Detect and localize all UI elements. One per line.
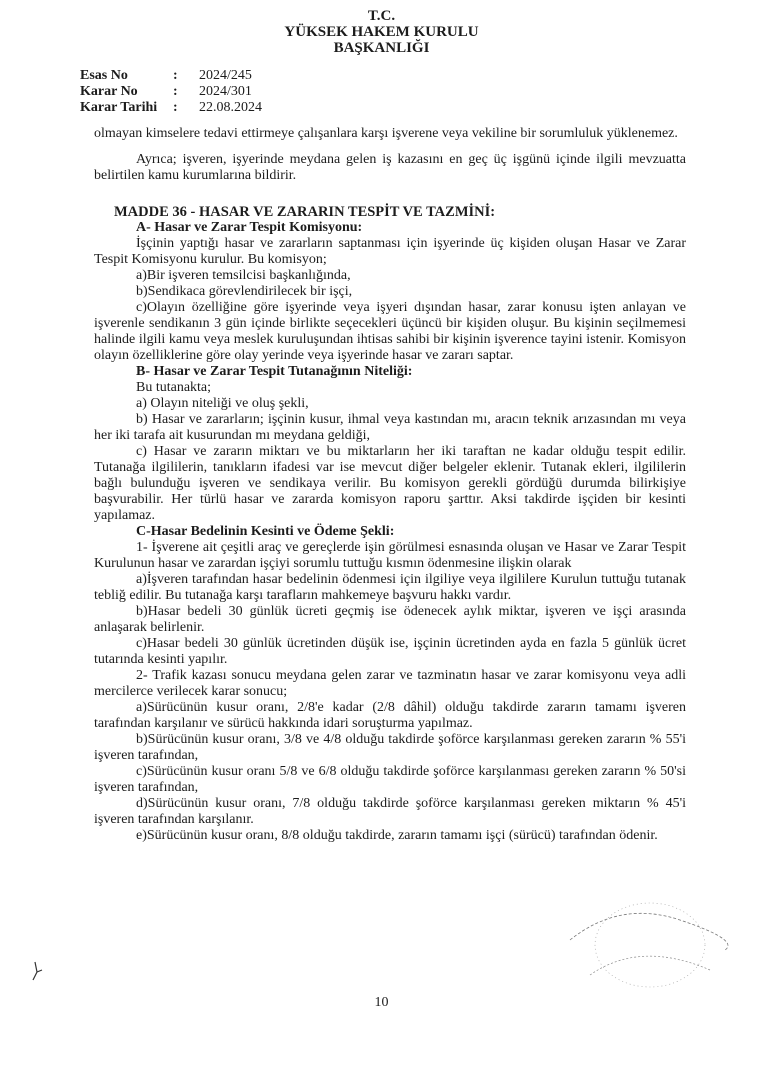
meta-label: Karar No: [80, 84, 138, 99]
section-c-item-1a: a)İşveren tarafından hasar bedelinin ödenmesi için ilgiliye veya ilgililere Kurulun tuttuğu tutanak tebliğ edilir. Bu tutanağa karşı tarafların mahkemeye başvuru hakkı vardır.: [94, 572, 686, 603]
article-36-title: MADDE 36 - HASAR VE ZARARIN TESPİT VE TAZMİNİ:: [114, 204, 496, 220]
section-a-item-c: c)Olayın özelliğine göre işyerinde veya işyeri dışından hasar, zarar konusu işten anlayan ve işverenle sendikanın 3 gün içinde birlikte seçecekleri üçüncü bir kişiden oluşur. Bu kişinin seçilmemesi halinde ilgili kamu veya meslek kuruluşundan ihtisas sahibi bir kişinin işverence tayini istenir. Komisyon olayın özelliklerine göre olay yerinde veya işyerinde hasar ve zararı saptar.: [94, 300, 686, 363]
section-a-intro: İşçinin yaptığı hasar ve zararların saptanması için işyerinde üç kişiden oluşan Hasar ve Zarar Tespit Komisyonu kurulur. Bu komisyon;: [94, 236, 686, 267]
meta-row-karar: [80, 84, 262, 100]
meta-colon: :: [173, 68, 178, 83]
meta-colon: :: [173, 84, 178, 99]
meta-label: Karar Tarihi: [80, 100, 158, 115]
section-b-item-b: b) Hasar ve zararların; işçinin kusur, ihmal veya kastından mı, aracın teknik arızasından mı veya her iki tarafa ait kusurundan mı meydana geldiği,: [94, 412, 686, 443]
page-number: 10: [374, 995, 389, 1010]
section-c-item-2d: d)Sürücünün kusur oranı, 7/8 olduğu takdirde şoförce karşılanması gereken miktarın % 45'i işveren tarafından karşılanır.: [94, 796, 686, 827]
meta-colon: :: [173, 100, 178, 115]
section-c-item-2a: a)Sürücünün kusur oranı, 2/8'e kadar (2/8 dâhil) olduğu takdirde zararın tamamı işveren tarafından karşılanır ve sürücü hakkında idari soruşturma yapılmaz.: [94, 700, 686, 731]
official-seal-stamp: [560, 880, 730, 1000]
meta-value: 2024/245: [199, 68, 252, 83]
meta-row-tarih: [80, 100, 262, 116]
paragraph-continuation: olmayan kimselere tedavi ettirmeye çalışanlara karşı işverene veya vekiline bir sorumluluk yüklenemez.: [94, 126, 678, 141]
document-body: [94, 126, 686, 844]
meta-row-esas: [80, 68, 262, 84]
meta-label: Esas No: [80, 68, 128, 83]
section-c-item-2c: c)Sürücünün kusur oranı 5/8 ve 6/8 olduğu takdirde şoförce karşılanması gereken zararın % 50'si işveren tarafından,: [94, 764, 686, 795]
meta-value: 22.08.2024: [199, 100, 262, 115]
header-line-institution: YÜKSEK HAKEM KURULU: [284, 24, 479, 40]
section-a-item-a: a)Bir işveren temsilcisi başkanlığında,: [136, 268, 351, 283]
section-b-item-c: c) Hasar ve zararın miktarı ve bu miktarların her iki taraftan ne kadar olduğu tespit edilir. Tutanağa ilgililerin, tanıkların ifadesi var ise mevcut diğer belgeler eklenir. Tutanak ekleri, ilgililerin bağlı bulunduğu işveren ve sendikaya verilir. Bu komisyon gerekli gördüğü durumda bilirkişiye başvurabilir. Her türlü hasar ve zararda komisyon raporu şarttır. Aksi takdirde işçiden bir kesinti yapılamaz.: [94, 444, 686, 523]
section-c-item-1: 1- İşverene ait çeşitli araç ve gereçlerde işin görülmesi esnasında oluşan ve Hasar ve Zarar Tespit Kurulunun hasar ve zarardan işçiyi sorumlu tuttuğu kısmın ödenmesine ilişkin olarak: [94, 540, 686, 571]
header-line-presidency: BAŞKANLIĞI: [333, 40, 430, 56]
section-c-item-1c: c)Hasar bedeli 30 günlük ücretinden düşük ise, işçinin ücretinden ayda en fazla 5 günlük ücret tutarında kesinti yapılır.: [94, 636, 686, 667]
document-header: [0, 8, 763, 56]
paragraph-accident-report: Ayrıca; işveren, işyerinde meydana gelen iş kazasını en geç üç işgünü içinde ilgili mevzuatta belirtilen kamu kurumlarına bildirir.: [94, 152, 686, 183]
section-b-intro: Bu tutanakta;: [136, 380, 212, 395]
case-metadata: [80, 68, 262, 116]
meta-value: 2024/301: [199, 84, 252, 99]
section-c-item-2b: b)Sürücünün kusur oranı, 3/8 ve 4/8 olduğu takdirde şoförce karşılanması gereken zararın % 55'i işveren tarafından,: [94, 732, 686, 763]
header-line-tc: T.C.: [367, 8, 396, 24]
section-b-item-a: a) Olayın niteliği ve oluş şekli,: [136, 396, 309, 411]
section-a-item-b: b)Sendikaca görevlendirilecek bir işçi,: [136, 284, 353, 299]
section-c-item-1b: b)Hasar bedeli 30 günlük ücreti geçmiş ise ödenecek aylık miktar, işveren ve işçi arasında anlaşarak belirlenir.: [94, 604, 686, 635]
section-c-title: C-Hasar Bedelinin Kesinti ve Ödeme Şekli:: [136, 524, 395, 539]
margin-handwritten-mark: [30, 960, 44, 982]
section-c-item-2: 2- Trafik kazası sonucu meydana gelen zarar ve tazminatın hasar ve zarar komisyonu veya adli mercilerce verilecek karar sonucu;: [94, 668, 686, 699]
section-c-item-2e: e)Sürücünün kusur oranı, 8/8 olduğu takdirde, zararın tamamı işçi (sürücü) tarafından ödenir.: [136, 828, 658, 843]
section-b-title: B- Hasar ve Zarar Tespit Tutanağının Niteliği:: [136, 364, 413, 379]
section-a-title: A- Hasar ve Zarar Tespit Komisyonu:: [136, 220, 363, 235]
